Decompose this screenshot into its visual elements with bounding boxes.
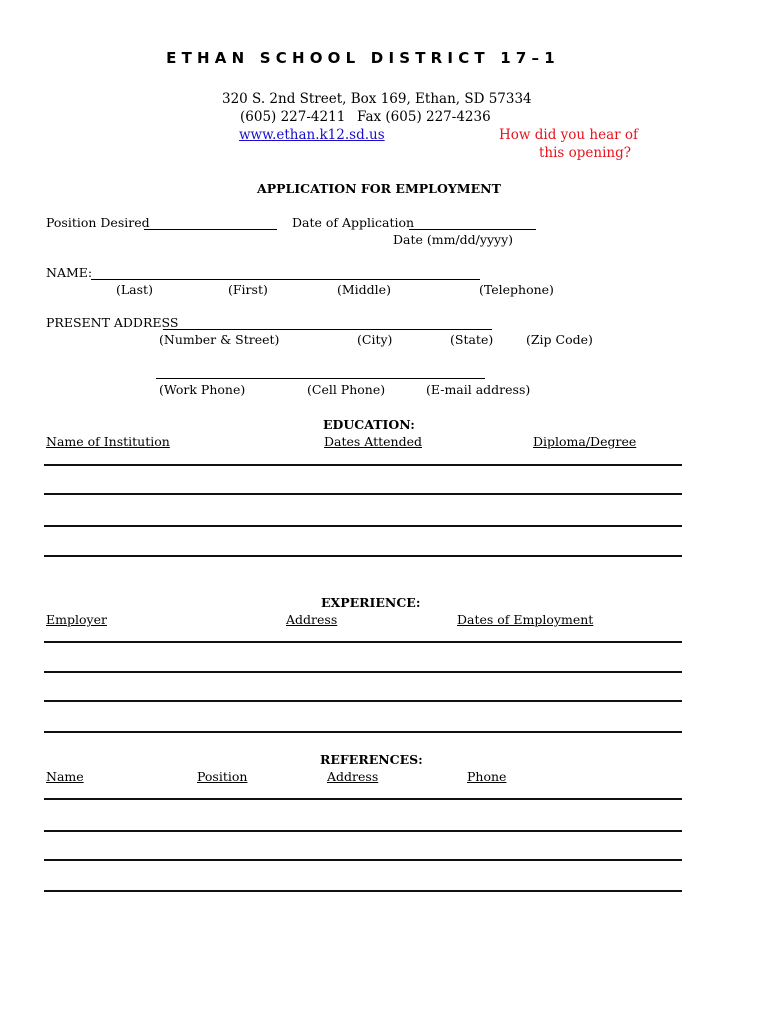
date-format-hint: Date (mm/dd/yyyy) (393, 232, 514, 247)
street-address: 320 S. 2nd Street, Box 169, Ethan, SD 57334 (222, 91, 532, 107)
date-of-application-label: Date of Application (292, 215, 415, 230)
phone-number: (605) 227-4211 (240, 109, 346, 125)
education-row-line[interactable] (44, 493, 682, 495)
references-col-address: Address (327, 769, 379, 784)
present-address-label: PRESENT ADDRESS (46, 315, 179, 330)
education-row-line[interactable] (44, 464, 682, 466)
references-heading: REFERENCES: (320, 752, 423, 767)
contact-field[interactable] (156, 378, 485, 379)
fax-number: Fax (605) 227-4236 (357, 109, 491, 125)
experience-col-employer: Employer (46, 612, 107, 627)
zip-code-caption: (Zip Code) (526, 332, 593, 347)
district-title: ETHAN SCHOOL DISTRICT 17–1 (166, 49, 560, 67)
first-name-caption: (First) (228, 282, 268, 297)
experience-row-line[interactable] (44, 641, 682, 643)
education-row-line[interactable] (44, 555, 682, 557)
references-row-line[interactable] (44, 890, 682, 892)
middle-name-caption: (Middle) (337, 282, 391, 297)
experience-row-line[interactable] (44, 731, 682, 733)
work-phone-caption: (Work Phone) (159, 382, 246, 397)
position-desired-field[interactable] (144, 229, 277, 230)
telephone-caption: (Telephone) (479, 282, 554, 297)
hear-of-opening-prompt-line2: this opening? (539, 145, 632, 161)
last-name-caption: (Last) (116, 282, 153, 297)
date-of-application-field[interactable] (409, 229, 536, 230)
references-row-line[interactable] (44, 859, 682, 861)
cell-phone-caption: (Cell Phone) (307, 382, 386, 397)
education-col-degree: Diploma/Degree (533, 434, 637, 449)
education-heading: EDUCATION: (323, 417, 415, 432)
references-row-line[interactable] (44, 798, 682, 800)
experience-col-address: Address (286, 612, 338, 627)
state-caption: (State) (450, 332, 494, 347)
form-title: APPLICATION FOR EMPLOYMENT (257, 181, 501, 196)
experience-heading: EXPERIENCE: (321, 595, 421, 610)
experience-row-line[interactable] (44, 700, 682, 702)
education-row-line[interactable] (44, 525, 682, 527)
experience-row-line[interactable] (44, 671, 682, 673)
city-caption: (City) (357, 332, 393, 347)
hear-of-opening-prompt-line1: How did you hear of (499, 127, 638, 143)
references-col-name: Name (46, 769, 84, 784)
education-col-institution: Name of Institution (46, 434, 170, 449)
references-col-phone: Phone (467, 769, 507, 784)
references-row-line[interactable] (44, 830, 682, 832)
position-desired-label: Position Desired (46, 215, 150, 230)
experience-col-dates: Dates of Employment (457, 612, 594, 627)
email-caption: (E-mail address) (426, 382, 531, 397)
name-field[interactable] (91, 279, 480, 280)
present-address-field[interactable] (163, 329, 492, 330)
education-col-dates: Dates Attended (324, 434, 422, 449)
references-col-position: Position (197, 769, 248, 784)
name-label: NAME: (46, 265, 93, 280)
website-link[interactable]: www.ethan.k12.sd.us (239, 127, 385, 143)
street-caption: (Number & Street) (159, 332, 280, 347)
